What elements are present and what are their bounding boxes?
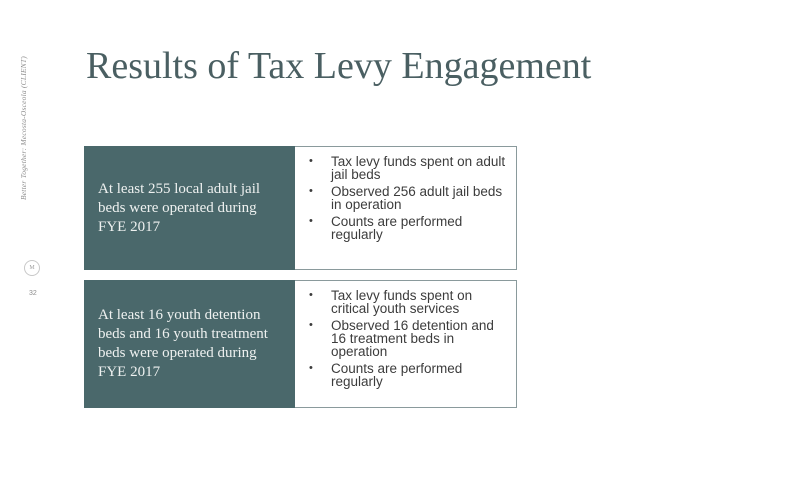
evidence-item [309, 185, 506, 211]
outcome-text: At least 255 local adult jail beds were operated during FYE 2017 [98, 180, 261, 235]
evidence-text: Counts are performed regularly [331, 361, 463, 389]
logo-icon: M [24, 260, 40, 276]
bullet-icon: • [309, 215, 313, 227]
evidence-text: Tax levy funds spent on adult jail beds [331, 154, 506, 182]
evidence-text: Observed 16 detention and 16 treatment beds in operation [331, 318, 494, 359]
evidence-item [309, 289, 506, 315]
evidence-cell [295, 280, 517, 408]
outcome-cell [84, 280, 295, 408]
bullet-icon: • [309, 319, 313, 331]
evidence-item [309, 155, 506, 181]
evidence-text: Counts are performed regularly [331, 214, 463, 242]
evidence-item [309, 362, 506, 388]
evidence-item [309, 215, 506, 241]
evidence-list [309, 289, 506, 388]
evidence-text: Tax levy funds spent on critical youth services [331, 288, 473, 316]
outcome-cell [84, 146, 295, 270]
evidence-text: Observed 256 adult jail beds in operation [331, 184, 503, 212]
results-row [84, 280, 517, 408]
evidence-cell [295, 146, 517, 270]
slide-title: Results of Tax Levy Engagement [86, 45, 592, 87]
side-caption-text: Better Together: Mecosta-Osceola (CLIENT) [19, 56, 28, 200]
results-row [84, 146, 517, 270]
evidence-item [309, 319, 506, 358]
bullet-icon: • [309, 362, 313, 374]
page-number: 32 [29, 290, 37, 297]
evidence-list [309, 155, 506, 241]
bullet-icon: • [309, 289, 313, 301]
bullet-icon: • [309, 155, 313, 167]
outcome-text: At least 16 youth detention beds and 16 youth treatment beds were operated during FYE 2017 [98, 307, 268, 380]
bullet-icon: • [309, 185, 313, 197]
